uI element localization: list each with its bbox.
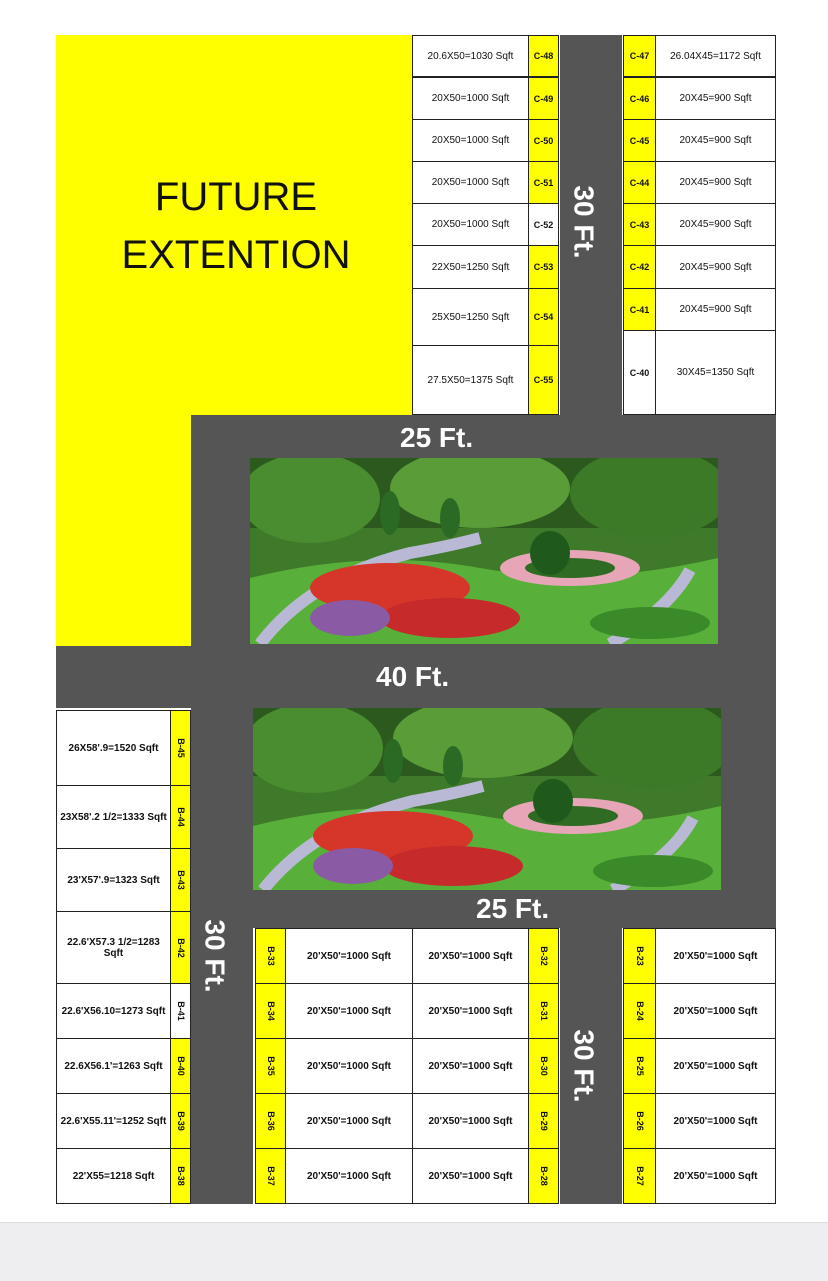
plot-size: 22.6'X55.11'=1252 Sqft [56,1093,171,1149]
plot-id: B-33 [255,928,286,984]
plot-id: B-39 [170,1093,191,1149]
road-label-30ft-left: 30 Ft. [199,919,231,993]
plot-size: 27.5X50=1375 Sqft [412,345,529,415]
plot-size: 20.6X50=1030 Sqft [412,35,529,77]
plot-id: B-41 [170,983,191,1039]
plot-id: C-47 [623,35,656,77]
plot-id: B-30 [528,1038,559,1094]
plot-id: B-24 [623,983,656,1039]
plot-size: 20'X50'=1000 Sqft [412,1148,529,1204]
plot-size: 20'X50'=1000 Sqft [655,983,776,1039]
plot-id: B-37 [255,1148,286,1204]
plot-size: 20X45=900 Sqft [655,77,776,120]
plot-id: B-32 [528,928,559,984]
plot-size: 20'X50'=1000 Sqft [412,983,529,1039]
road-label-25ft-mid: 25 Ft. [476,893,550,924]
plot-size: 20X45=900 Sqft [655,203,776,246]
plot-size: 20X45=900 Sqft [655,161,776,204]
plot-size: 23'X57'.9=1323 Sqft [56,848,171,912]
future-label-line2: EXTENTION [121,233,351,277]
road-label-25ft-top: 25 Ft. [400,422,474,453]
road-label-40ft: 40 Ft. [376,661,450,692]
plot-size: 20X45=900 Sqft [655,288,776,331]
plot-id: B-25 [623,1038,656,1094]
road-label-30ft-right: 30 Ft. [568,1029,600,1103]
plot-size: 25X50=1250 Sqft [412,288,529,346]
plot-id: C-53 [528,245,559,289]
plot-id: C-52 [528,203,559,246]
plot-size: 20'X50'=1000 Sqft [412,1093,529,1149]
plot-id: C-45 [623,119,656,162]
plot-size: 26.04X45=1172 Sqft [655,35,776,77]
plot-size: 30X45=1350 Sqft [655,330,776,415]
plot-size: 20'X50'=1000 Sqft [285,1148,413,1204]
plot-size: 23X58'.2 1/2=1333 Sqft [56,785,171,849]
plot-id: C-41 [623,288,656,331]
plot-id: B-34 [255,983,286,1039]
plot-size: 20'X50'=1000 Sqft [285,983,413,1039]
future-label-line1: FUTURE [154,175,318,219]
plot-id: B-42 [170,911,191,984]
plot-id: B-27 [623,1148,656,1204]
plot-id: C-40 [623,330,656,415]
plot-size: 20X50=1000 Sqft [412,161,529,204]
plot-id: C-50 [528,119,559,162]
plot-size: 20X50=1000 Sqft [412,203,529,246]
plot-id: C-44 [623,161,656,204]
plot-size: 20'X50'=1000 Sqft [412,1038,529,1094]
plot-size: 20'X50'=1000 Sqft [285,928,413,984]
garden-image-bottom [253,708,721,890]
plot-size: 20'X50'=1000 Sqft [285,1093,413,1149]
plot-id: C-54 [528,288,559,346]
plot-id: B-35 [255,1038,286,1094]
plot-id: C-42 [623,245,656,289]
plot-size: 20X50=1000 Sqft [412,119,529,162]
plot-size: 22.6X56.1'=1263 Sqft [56,1038,171,1094]
plot-id: B-31 [528,983,559,1039]
future-extension-label [86,168,386,284]
plot-id: C-48 [528,35,559,77]
plot-id: B-38 [170,1148,191,1204]
plot-id: B-26 [623,1093,656,1149]
garden-image-top [250,458,718,644]
plot-size: 20'X50'=1000 Sqft [655,1038,776,1094]
plot-size: 22'X55=1218 Sqft [56,1148,171,1204]
plot-id: B-40 [170,1038,191,1094]
plot-size: 26X58'.9=1520 Sqft [56,710,171,786]
plot-size: 20'X50'=1000 Sqft [655,1148,776,1204]
plot-id: B-28 [528,1148,559,1204]
road-label-30ft-top: 30 Ft. [568,185,600,259]
plot-id: C-51 [528,161,559,204]
plot-id: B-23 [623,928,656,984]
plot-size: 20'X50'=1000 Sqft [655,1093,776,1149]
plot-size: 20'X50'=1000 Sqft [285,1038,413,1094]
plot-size: 20X45=900 Sqft [655,245,776,289]
plot-id: B-44 [170,785,191,849]
plot-id: B-29 [528,1093,559,1149]
plot-id: C-43 [623,203,656,246]
road-right-strip [720,708,776,890]
plot-id: B-45 [170,710,191,786]
plot-size: 20X50=1000 Sqft [412,77,529,120]
plot-id: B-36 [255,1093,286,1149]
plot-size: 22.6'X57.3 1/2=1283 Sqft [56,911,171,984]
plot-size: 22.6'X56.10=1273 Sqft [56,983,171,1039]
plot-size: 20X45=900 Sqft [655,119,776,162]
plot-id: C-49 [528,77,559,120]
plot-id: B-43 [170,848,191,912]
plot-size: 22X50=1250 Sqft [412,245,529,289]
plot-id: C-46 [623,77,656,120]
future-extension-block-lower [56,415,191,646]
plot-size: 20'X50'=1000 Sqft [412,928,529,984]
plot-size: 20'X50'=1000 Sqft [655,928,776,984]
plot-id: C-55 [528,345,559,415]
page-footer-area [0,1222,828,1281]
